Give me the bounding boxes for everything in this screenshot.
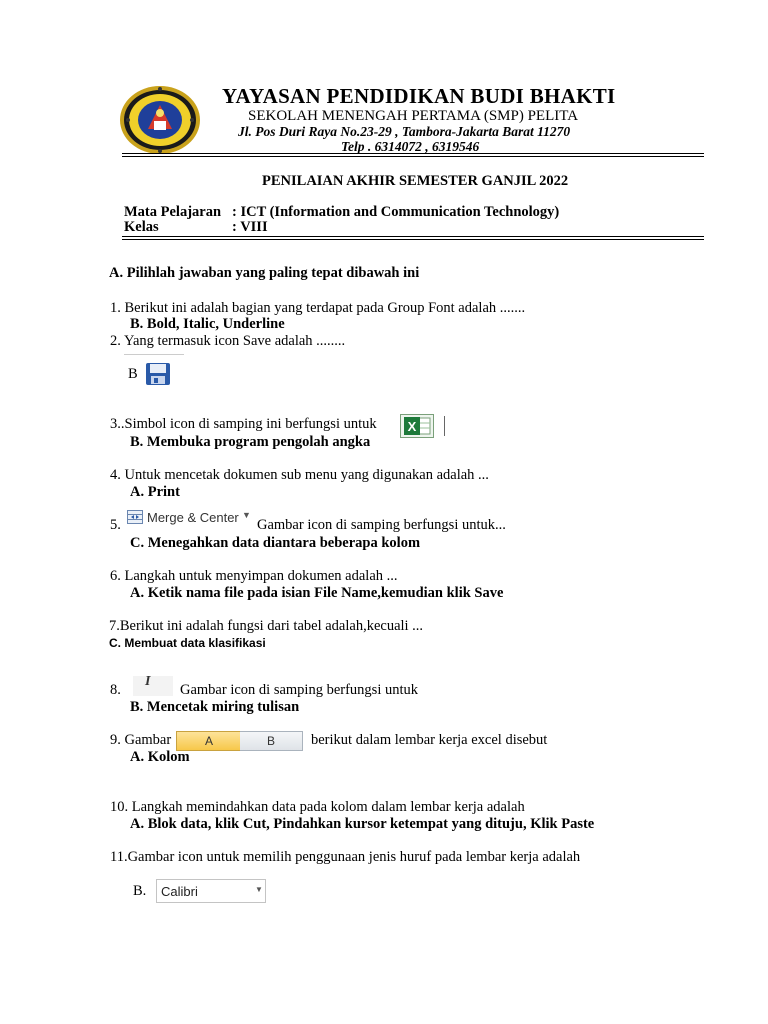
answer-10: A. Blok data, klik Cut, Pindahkan kursor ketempat yang dituju, Klik Paste [130, 816, 595, 832]
info-rule-top [122, 236, 704, 237]
answer-1: B. Bold, Italic, Underline [130, 316, 285, 332]
dropdown-arrow-icon: ▼ [242, 510, 251, 520]
column-header-a: A [176, 731, 242, 751]
answer-2: B [128, 366, 138, 382]
question-1: 1. Berikut ini adalah bagian yang terdapat pada Group Font adalah ....... [110, 300, 526, 316]
italic-image-frame [133, 676, 173, 696]
merge-center-label: Merge & Center [147, 510, 239, 525]
answer-7: C. Membuat data klasifikasi [109, 636, 266, 650]
answer-3: B. Membuka program pengolah angka [130, 434, 371, 450]
font-select-value: Calibri [161, 884, 198, 899]
question-5-number: 5. [110, 517, 121, 533]
answer-11: B. [133, 883, 147, 899]
answer-5: C. Menegahkan data diantara beberapa kolom [130, 535, 421, 551]
question-5-text: Gambar icon di samping berfungsi untuk... [257, 517, 506, 533]
school-logo [118, 83, 202, 157]
excel-icon [400, 414, 434, 438]
merge-center-icon [127, 510, 143, 524]
answer-9: A. Kolom [130, 749, 190, 765]
question-9-text: berikut dalam lembar kerja excel disebut [311, 732, 548, 748]
header-rule-top [122, 153, 704, 154]
section-a-heading: A. Pilihlah jawaban yang paling tepat dibawah ini [109, 265, 420, 281]
info-rule-bottom [122, 239, 704, 240]
question-4: 4. Untuk mencetak dokumen sub menu yang digunakan adalah ... [110, 467, 489, 483]
header-rule-bottom [122, 156, 704, 157]
question-10: 10. Langkah memindahkan data pada kolom dalam lembar kerja adalah [110, 799, 525, 815]
answer-6: A. Ketik nama file pada isian File Name,kemudian klik Save [130, 585, 504, 601]
font-family-select [156, 879, 266, 903]
italic-icon: I [145, 674, 151, 689]
question-3: 3..Simbol icon di samping ini berfungsi untuk [110, 416, 377, 432]
answer-8: B. Mencetak miring tulisan [130, 699, 300, 715]
question-11: 11.Gambar icon untuk memilih penggunaan jenis huruf pada lembar kerja adalah [110, 849, 581, 865]
question-6: 6. Langkah untuk menyimpan dokumen adalah ... [110, 568, 398, 584]
column-header-b: B [240, 731, 303, 751]
answer-4: A. Print [130, 484, 180, 500]
floppy-save-icon [145, 362, 171, 386]
class-value: : VIII [232, 219, 268, 235]
cursor-line [444, 416, 445, 436]
class-label: Kelas [124, 219, 159, 235]
org-name: YAYASAN PENDIDIKAN BUDI BHAKTI [222, 84, 616, 108]
school-name: SEKOLAH MENENGAH PERTAMA (SMP) PELITA [248, 108, 579, 124]
question-7: 7.Berikut ini adalah fungsi dari tabel adalah,kecuali ... [109, 618, 424, 634]
merge-center-button [127, 508, 255, 530]
question-2: 2. Yang termasuk icon Save adalah ........ [110, 333, 346, 349]
subject-value: : ICT (Information and Communication Technology) [232, 204, 560, 220]
school-phone: Telp . 6314072 , 6319546 [341, 139, 480, 154]
question-9-prefix: 9. Gambar [110, 732, 172, 748]
question-8-number: 8. [110, 682, 121, 698]
font-select-arrow-icon: ▼ [255, 885, 263, 894]
exam-title: PENILAIAN AKHIR SEMESTER GANJIL 2022 [262, 173, 569, 189]
subject-label: Mata Pelajaran [124, 204, 222, 220]
school-address: Jl. Pos Duri Raya No.23-29 , Tambora-Jakarta Barat 11270 [238, 124, 571, 139]
question-8-text: Gambar icon di samping berfungsi untuk [180, 682, 418, 698]
svg-text:X: X [407, 419, 417, 434]
